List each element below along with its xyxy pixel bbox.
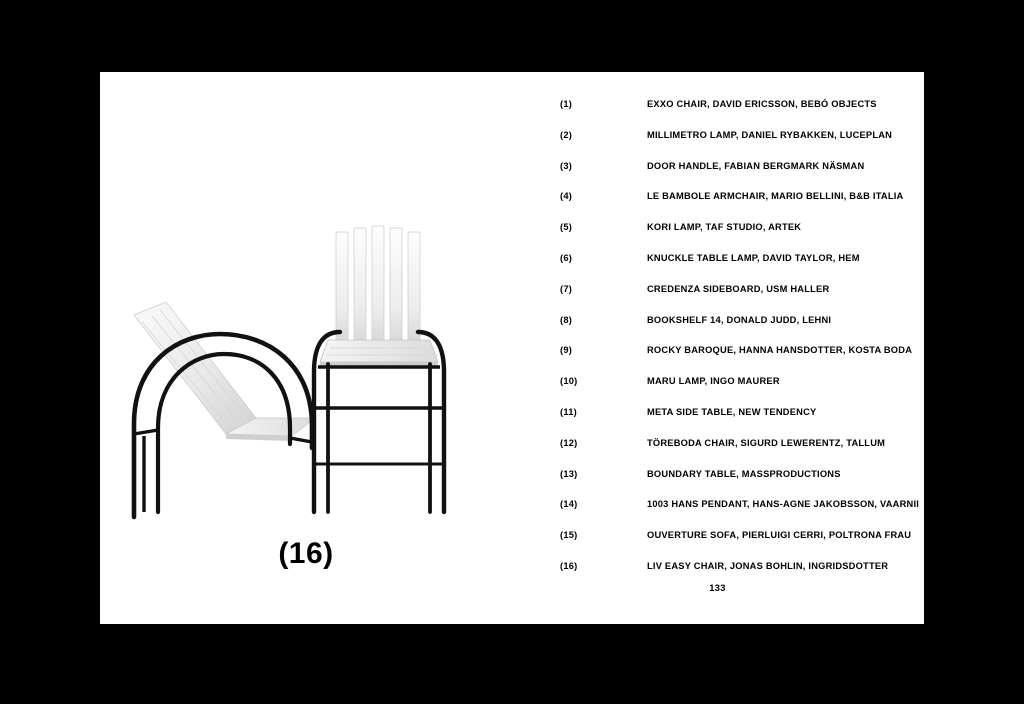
caption-list — [512, 99, 923, 592]
caption-index: (8) — [560, 314, 573, 325]
list-item — [512, 130, 923, 161]
caption-text: DOOR HANDLE, FABIAN BERGMARK NÄSMAN — [647, 160, 865, 171]
figure-number: (16) — [278, 537, 334, 570]
list-item — [512, 469, 923, 500]
caption-index: (15) — [560, 530, 578, 541]
caption-index: (5) — [560, 222, 573, 233]
caption-index: (12) — [560, 437, 578, 448]
list-item — [512, 345, 923, 376]
caption-text: LE BAMBOLE ARMCHAIR, MARIO BELLINI, B&B ITALIA — [647, 191, 904, 202]
caption-text: LIV EASY CHAIR, JONAS BOHLIN, INGRIDSDOTTER — [647, 560, 889, 571]
caption-index: (16) — [560, 560, 578, 571]
page-number: 133 — [709, 583, 726, 593]
caption-text: KNUCKLE TABLE LAMP, DAVID TAYLOR, HEM — [647, 252, 860, 263]
caption-index: (3) — [560, 160, 573, 171]
caption-text: META SIDE TABLE, NEW TENDENCY — [647, 406, 817, 417]
list-item — [512, 222, 923, 253]
caption-text: EXXO CHAIR, DAVID ERICSSON, BEBÓ OBJECTS — [647, 99, 877, 109]
list-item — [512, 284, 923, 315]
book-spread — [100, 72, 924, 624]
list-item — [512, 438, 923, 469]
list-item — [512, 530, 923, 561]
list-item — [512, 99, 923, 130]
list-item — [512, 315, 923, 346]
caption-text: BOOKSHELF 14, DONALD JUDD, LEHNI — [647, 314, 832, 325]
caption-index: (6) — [560, 252, 573, 263]
caption-index: (13) — [560, 468, 578, 479]
list-item — [512, 161, 923, 192]
caption-text: ROCKY BAROQUE, HANNA HANSDOTTER, KOSTA BODA — [647, 345, 913, 356]
list-item — [512, 499, 923, 530]
caption-index: (9) — [560, 345, 573, 356]
caption-text: TÖREBODA CHAIR, SIGURD LEWERENTZ, TALLUM — [647, 437, 886, 448]
caption-text: 1003 HANS PENDANT, HANS-AGNE JAKOBSSON, VAARNII — [647, 499, 920, 510]
caption-text: MILLIMETRO LAMP, DANIEL RYBAKKEN, LUCEPLAN — [647, 129, 893, 140]
right-page — [512, 72, 923, 624]
caption-index: (14) — [560, 499, 578, 510]
caption-text: CREDENZA SIDEBOARD, USM HALLER — [647, 283, 830, 294]
caption-index: (10) — [560, 376, 578, 387]
caption-text: OUVERTURE SOFA, PIERLUIGI CERRI, POLTRONA FRAU — [647, 530, 912, 541]
list-item — [512, 253, 923, 284]
caption-index: (4) — [560, 191, 573, 202]
list-item — [512, 376, 923, 407]
caption-text: BOUNDARY TABLE, MASSPRODUCTIONS — [647, 468, 841, 479]
list-item — [512, 191, 923, 222]
chairs-photo — [100, 212, 512, 522]
caption-text: MARU LAMP, INGO MAURER — [647, 376, 780, 387]
caption-index: (1) — [560, 99, 573, 109]
caption-index: (7) — [560, 283, 573, 294]
caption-index: (2) — [560, 129, 573, 140]
list-item — [512, 407, 923, 438]
left-page — [100, 72, 512, 624]
caption-text: KORI LAMP, TAF STUDIO, ARTEK — [647, 222, 802, 233]
caption-index: (11) — [560, 406, 578, 417]
